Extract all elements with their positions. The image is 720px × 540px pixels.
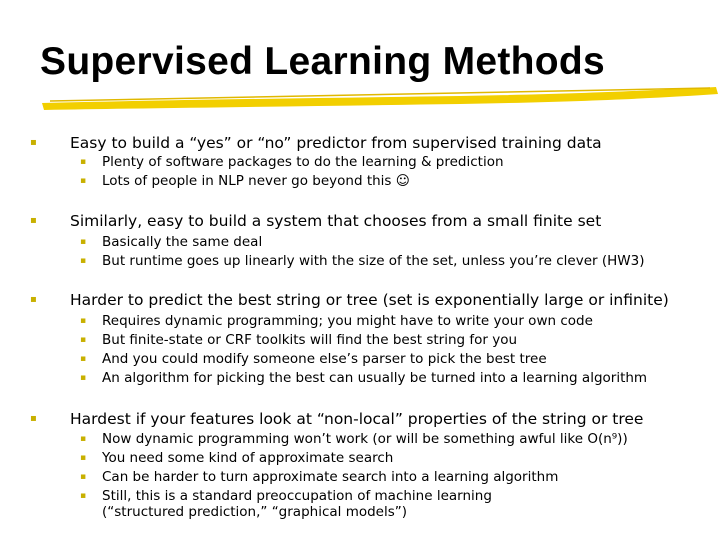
sub-bullet-marker: ▪ — [80, 373, 87, 383]
slide-title: Supervised Learning Methods — [40, 40, 606, 83]
sub-bullet-text: You need some kind of approximate search — [102, 450, 394, 466]
sub-bullet-text: Still, this is a standard preoccupation of machine learning — [102, 488, 492, 504]
sub-bullet-marker: ▪ — [80, 256, 87, 266]
sub-bullet-text: An algorithm for picking the best can usually be turned into a learning algorithm — [102, 370, 648, 386]
sub-bullet-marker: ▪ — [80, 434, 87, 444]
sub-bullet-marker: ▪ — [80, 354, 87, 364]
sub-bullet-marker: ▪ — [80, 316, 87, 326]
sub-bullet-text: Can be harder to turn approximate search into a learning algorithm — [102, 469, 559, 485]
sub-bullet-text: Plenty of software packages to do the learning & prediction — [102, 154, 504, 170]
bullet-text: Similarly, easy to build a system that chooses from a small finite set — [70, 212, 602, 230]
sub-bullet-marker: ▪ — [80, 237, 87, 247]
sub-bullet-marker: ▪ — [80, 176, 87, 186]
sub-bullet-text: Basically the same deal — [102, 234, 263, 250]
sub-bullet-text: (“structured prediction,” “graphical models”) — [102, 504, 408, 520]
bullet-marker: ▪ — [30, 137, 37, 148]
sub-bullet-marker: ▪ — [80, 157, 87, 167]
bullet-marker: ▪ — [30, 413, 37, 424]
sub-bullet-text: Now dynamic programming won’t work (or will be something awful like O(n⁹)) — [102, 431, 628, 447]
title-underline — [40, 84, 720, 114]
sub-bullet-text: But finite-state or CRF toolkits will find the best string for you — [102, 332, 518, 348]
sub-bullet-text: And you could modify someone else’s parser to pick the best tree — [102, 351, 547, 367]
sub-bullet-text: Lots of people in NLP never go beyond this ☺ — [102, 173, 410, 189]
bullet-text: Easy to build a “yes” or “no” predictor from supervised training data — [70, 134, 602, 152]
sub-bullet-text: Requires dynamic programming; you might have to write your own code — [102, 313, 593, 329]
sub-bullet-marker: ▪ — [80, 491, 87, 501]
bullet-marker: ▪ — [30, 294, 37, 305]
sub-bullet-marker: ▪ — [80, 472, 87, 482]
sub-bullet-text: But runtime goes up linearly with the size of the set, unless you’re clever (HW3) — [102, 253, 645, 269]
bullet-text: Hardest if your features look at “non-local” properties of the string or tree — [70, 410, 644, 428]
bullet-marker: ▪ — [30, 215, 37, 226]
bullet-text: Harder to predict the best string or tree (set is exponentially large or infinite) — [70, 291, 669, 309]
sub-bullet-marker: ▪ — [80, 335, 87, 345]
sub-bullet-marker: ▪ — [80, 453, 87, 463]
